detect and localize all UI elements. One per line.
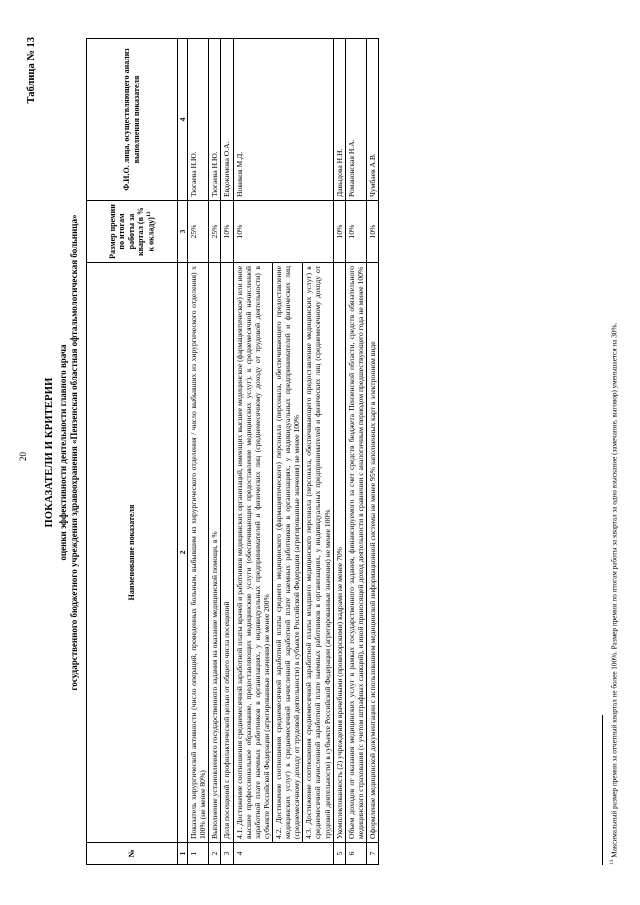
- bonus-value: 10%: [333, 201, 345, 263]
- header-bonus: [87, 201, 178, 263]
- footnote-text: Максимальный размер премии за отчетный квартал не более 100%. Размер премии по итогам работы за квартал за одно взыскание (замечание, выговор) уменьшается на 30%.: [610, 322, 619, 858]
- footnote-divider: [602, 715, 603, 865]
- indicator-name: Оформление медицинской документации с использованием медицинской информационной системы не менее 95% заполненных карт в электронном виде: [366, 263, 378, 843]
- bonus-value: 25%: [209, 201, 221, 263]
- footnote: [609, 39, 618, 865]
- header-no: №: [87, 843, 178, 865]
- table-row: [188, 39, 209, 865]
- column-numbers-row: [178, 39, 188, 865]
- bonus-value: 25%: [188, 201, 209, 263]
- row-number: 2: [209, 843, 221, 865]
- criteria-table: [86, 38, 379, 865]
- bonus-value: 10%: [233, 201, 333, 263]
- col-number: 3: [178, 201, 188, 263]
- col-number: 4: [178, 39, 188, 201]
- responsible-person: Тюгаева Н.Ю.: [188, 39, 209, 201]
- row-number: 5: [333, 843, 345, 865]
- indicator-name: Объем доходов от оказания медицинских услуг в рамках государственного задания, финансируемого за счет средств бюджета Пензенской области, средств обязательного медицинского страхования (с учетом штрафных санкций), и иной приносящей доход деятельности в сравнении с аналогичным периодом предшествующего года не менее 100%: [345, 263, 366, 843]
- indicator-name: Показатель хирургической активности (число операций, проведенных больным, выбывшим из хирургического отделения / число выбывших из хирургического отделения) x 100% (не менее 80%): [188, 263, 209, 843]
- responsible-person: Чумбаев А.В.: [366, 39, 378, 201]
- footnote-mark: 13: [609, 859, 615, 865]
- header-name: Наименование показателя: [87, 263, 178, 843]
- indicator-subitem: 4.2. Достижение соотношения среднемесячной заработной платы среднего медицинского (фармацевтического) персонала (персонала, обеспечивающего предоставление медицинских услуг) к среднемесячной начисленной заработной плате наемных работников в организациях, у индивидуальных предпринимателей и физических лиц (среднемесячному доходу от трудовой деятельности) в субъекте Российской Федерации (агрегированные значения) не менее 100%: [272, 263, 302, 843]
- row-number: 1: [188, 843, 209, 865]
- responsible-person: Тюгаева Н.Ю.: [209, 39, 221, 201]
- bonus-value: 10%: [345, 201, 366, 263]
- bonus-value: 10%: [221, 201, 233, 263]
- document-subtitle: оценки эффективности деятельности главного врача: [58, 344, 68, 561]
- header-bonus-text: Размер премии по итогам работы за квартал (в % к окладу): [107, 204, 156, 259]
- indicator-subitem: 4.1. Достижение соотношения среднемесячной заработной платы врачей и работников медицинских организаций, имеющих высшее медицинское (фармацевтическое) или иное высшее профессиональное образование, предоставляющих медицинские услуги (обеспечивающих предоставление медицинских услуг), к среднемесячной начисленной заработной плате наемных работников в организациях, у индивидуальных предпринимателей и физических лиц (среднемесячному доходу от трудовой деятельности) в субъекте Российской Федерации (агрегированные значения) не менее 200%: [233, 263, 272, 843]
- row-number: 7: [366, 843, 378, 865]
- indicator-subitem: 4.3. Достижение соотношения среднемесячной заработной платы младшего медицинского персонала (персонала, обеспечивающего предоставление медицинских услуг) к среднемесячной начисленной заработной плате наемных работников в организациях, у индивидуальных предпринимателей и физических лиц (среднемесячному доходу от трудовой деятельности) в субъекте Российской Федерации (агрегированные значения) не менее 100%: [303, 263, 333, 843]
- responsible-person: Новиков М.Д.: [233, 39, 333, 201]
- indicator-name: Укомплектованность (2) учреждения врачебными (провизорскими) кадрами не менее 70%: [333, 263, 345, 843]
- table-row: [333, 39, 345, 865]
- responsible-person: Евдокимова О.А.: [221, 39, 233, 201]
- responsible-person: Давыдова Н.Н.: [333, 39, 345, 201]
- row-number: 4: [233, 843, 333, 865]
- indicator-name: Выполнение установленного государственного задания на оказание медицинской помощи, в %: [209, 263, 221, 843]
- row-number: 6: [345, 843, 366, 865]
- responsible-person: Романовская Н.А.: [345, 39, 366, 201]
- document-title: ПОКАЗАТЕЛИ И КРИТЕРИИ: [44, 377, 55, 528]
- institution-name: государственного бюджетного учреждения здравоохранения «Пензенская областная офтальмологическая больница»: [69, 214, 79, 691]
- table-row: [233, 39, 272, 865]
- table-row: [366, 39, 378, 865]
- footnote-ref: 13: [146, 211, 153, 218]
- table-row: [221, 39, 233, 865]
- col-number: 1: [178, 843, 188, 865]
- row-number: 3: [221, 843, 233, 865]
- table-row: [345, 39, 366, 865]
- header-person: Ф.И.О. лица, осуществляющего анализ выполнения показателя: [87, 39, 178, 201]
- page-number: 20: [18, 452, 28, 461]
- indicator-name: Доля посещений с профилактической целью от общего числа посещений: [221, 263, 233, 843]
- table-header-row: [87, 39, 178, 865]
- table-label: Таблица № 13: [26, 37, 37, 104]
- col-number: 2: [178, 263, 188, 843]
- table-row: [209, 39, 221, 865]
- bonus-value: 10%: [366, 201, 378, 263]
